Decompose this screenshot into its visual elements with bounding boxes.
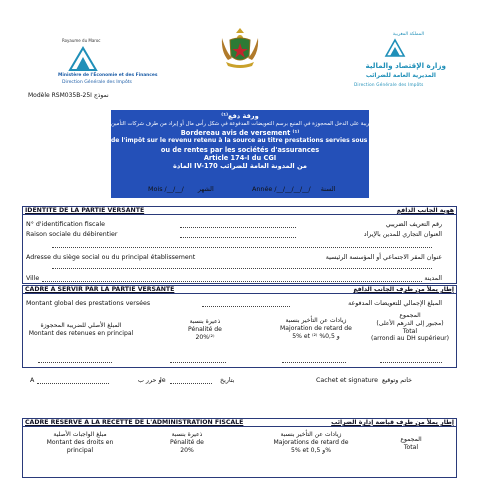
raison-ar: العنوان التجاري للمدين بالإيراد bbox=[363, 231, 442, 238]
le-label: le bbox=[160, 377, 166, 384]
banner-line7: المادة IV-170 من المدونة العامة للضرائب bbox=[172, 162, 308, 171]
royaume-text: Royaume du Maroc bbox=[62, 38, 101, 43]
banner-line1: ورقة دفع⁽¹⁾ bbox=[221, 112, 259, 120]
section1-title-fr: IDENTITE DE LA PARTIE VERSANTE bbox=[25, 207, 145, 214]
adresse-input[interactable] bbox=[52, 268, 432, 269]
montant-label: Montant global des prestations versées bbox=[26, 300, 151, 307]
period-annee[interactable] bbox=[252, 185, 336, 193]
s3-col2-fr1: Pénalité de bbox=[170, 438, 204, 446]
section3-header bbox=[22, 418, 457, 427]
s2-col3-ar: زيادات عن التأخير بنسبة bbox=[285, 317, 347, 324]
s3-col4 bbox=[376, 436, 446, 452]
s2-col1-ar: المبلغ الأصلي للضريبة المحجوزة bbox=[40, 322, 122, 329]
model-code-ar: نموذج bbox=[93, 92, 109, 99]
a-label: A bbox=[30, 377, 35, 384]
s3-col3-fr1: Majorations de retard de bbox=[273, 438, 349, 446]
banner-line2: الضريبة على الدخل المحجوزة في المنبع برسم التعويضات المدفوعة في شكل رأس مال أو إيراد من طرف شركات التأمين bbox=[111, 121, 378, 128]
s2-col3-fr1: Majoration de retard de bbox=[280, 324, 352, 332]
s2-col2-input[interactable] bbox=[170, 362, 226, 363]
mois-ar: الشهر bbox=[197, 185, 214, 193]
section1-title-ar: هوية الجانب الدافع bbox=[396, 207, 454, 214]
adresse-ar: عنوان المقر الاجتماعي أو المؤسسة الرئيسية bbox=[325, 254, 442, 261]
s2-col1-fr: Montant des retenues en principal bbox=[28, 329, 134, 337]
date-ar: بتاريخ bbox=[220, 377, 235, 384]
section2-title-ar: إطار يملأ من طرف الجانب الدافع bbox=[353, 286, 454, 293]
raison-label: Raison sociale du débirentier bbox=[26, 231, 118, 238]
s2-col2-ar: ذعيرة بنسبة bbox=[189, 318, 221, 325]
if-label: N° d'identification fiscale bbox=[26, 221, 105, 228]
s3-col2 bbox=[154, 431, 220, 454]
s3-col2-ar: ذعيرة بنسبة bbox=[171, 431, 203, 438]
s2-col1 bbox=[26, 322, 136, 338]
s2-col3-fr2: 5% et و 0,5% ⁽²⁾ bbox=[292, 332, 340, 340]
right-ar-top: المملكة المغربية bbox=[392, 32, 424, 37]
left-logo bbox=[52, 38, 158, 93]
ville-input[interactable] bbox=[42, 281, 422, 282]
s3-col1-fr2: principal bbox=[66, 446, 94, 454]
s3-col2-fr2: 20% bbox=[180, 446, 194, 454]
s2-col4-input[interactable] bbox=[380, 362, 442, 363]
s3-col3-ar: زيادات عن التأخير بنسبة bbox=[280, 431, 342, 438]
cachet-ar: خاتم وتوقيع bbox=[382, 377, 413, 384]
s2-col2-fr1: Pénalité de bbox=[188, 325, 222, 333]
adresse-label: Adresse du siège social ou du principal établissement bbox=[26, 254, 196, 261]
direction-name: Direction Générale des Impôts bbox=[62, 80, 132, 85]
coat-of-arms-icon bbox=[218, 24, 262, 70]
section3-title-ar: إطار يملأ من طرف قباضة إدارة الضرائب bbox=[331, 419, 454, 426]
section1-header bbox=[22, 206, 457, 215]
banner-line4: de l'impôt sur le revenu retenu à la source au titre prestations servies sous forme de capital bbox=[111, 137, 425, 145]
place-ar: و حرر ب bbox=[138, 377, 162, 384]
s2-col1-input[interactable] bbox=[38, 362, 112, 363]
right-fr-direction: Direction Générale des Impôts bbox=[354, 82, 424, 87]
s3-col3 bbox=[256, 431, 366, 454]
if-ar: رقم التعريف الضريبي bbox=[385, 221, 442, 228]
raison-input-2[interactable] bbox=[52, 247, 432, 248]
ministry-logo-icon bbox=[68, 46, 98, 72]
ville-label: Ville bbox=[26, 275, 40, 282]
s3-col4-fr: Total bbox=[403, 443, 419, 451]
banner-line3: Bordereau avis de versement ⁽¹⁾ bbox=[180, 128, 300, 137]
banner-line6: Article 174-I du CGI bbox=[203, 154, 277, 163]
signature-row bbox=[30, 377, 450, 387]
place-input[interactable] bbox=[37, 383, 109, 384]
s2-col4 bbox=[362, 312, 458, 343]
s2-col2-fr2: 20%⁽²⁾ bbox=[195, 333, 215, 341]
section2-header bbox=[22, 285, 457, 294]
raison-input[interactable] bbox=[180, 237, 296, 238]
section1-frame bbox=[22, 206, 457, 284]
right-ministry-logo-icon bbox=[384, 38, 406, 58]
s2-col4-ar1: المجموع bbox=[399, 312, 421, 319]
model-code-fr: Modèle RSM035B-25I bbox=[28, 92, 92, 99]
right-logo bbox=[350, 32, 450, 102]
s2-col4-ar2: (مجبور إلى الدرهم الأعلى) bbox=[376, 319, 444, 327]
ville-ar: المدينة bbox=[424, 275, 442, 282]
right-ar-direction: المديرية العامة للضرائب bbox=[365, 72, 436, 79]
date-input[interactable] bbox=[170, 383, 212, 384]
montant-ar: المبلغ الإجمالي للتعويضات المدفوعة bbox=[348, 300, 442, 307]
s2-col4-fr2: (arrondi au DH supérieur) bbox=[370, 335, 450, 343]
s3-col1-fr1: Montant des droits en bbox=[46, 438, 114, 446]
cachet-label: Cachet et signature bbox=[316, 377, 379, 384]
annee-ar: السنة bbox=[320, 185, 336, 193]
if-input[interactable] bbox=[180, 227, 296, 228]
montant-input[interactable] bbox=[202, 306, 290, 307]
annee-field: Année /__/__/__/__/ bbox=[252, 185, 311, 193]
s3-col1-ar: مبلغ الواجبات الأصلية bbox=[53, 431, 107, 438]
s3-col1 bbox=[30, 431, 130, 454]
section3-title-fr: CADRE RESERVE A LA RECETTE DE L'ADMINISTRATION FISCALE bbox=[25, 419, 244, 426]
period-mois[interactable] bbox=[148, 185, 214, 193]
s3-col4-ar: المجموع bbox=[400, 436, 422, 443]
mois-field: Mois /__/__/ bbox=[148, 185, 184, 193]
ministry-name: Ministère de l'Économie et des Finances bbox=[58, 73, 158, 78]
model-code bbox=[28, 92, 109, 99]
s2-col2 bbox=[172, 318, 238, 341]
banner-line5: ou de rentes par les sociétés d'assurances bbox=[160, 145, 320, 154]
right-ar-ministry: وزارة الإقتصاد والمالية bbox=[365, 61, 446, 70]
s2-col3 bbox=[268, 317, 364, 340]
section2-title-fr: CADRE A SERVIR PAR LA PARTIE VERSANTE bbox=[25, 286, 175, 293]
s2-col4-fr1: Total bbox=[402, 327, 418, 335]
s3-col3-fr2: 5% et و 0,5% bbox=[290, 446, 332, 454]
s2-col3-input[interactable] bbox=[282, 362, 346, 363]
